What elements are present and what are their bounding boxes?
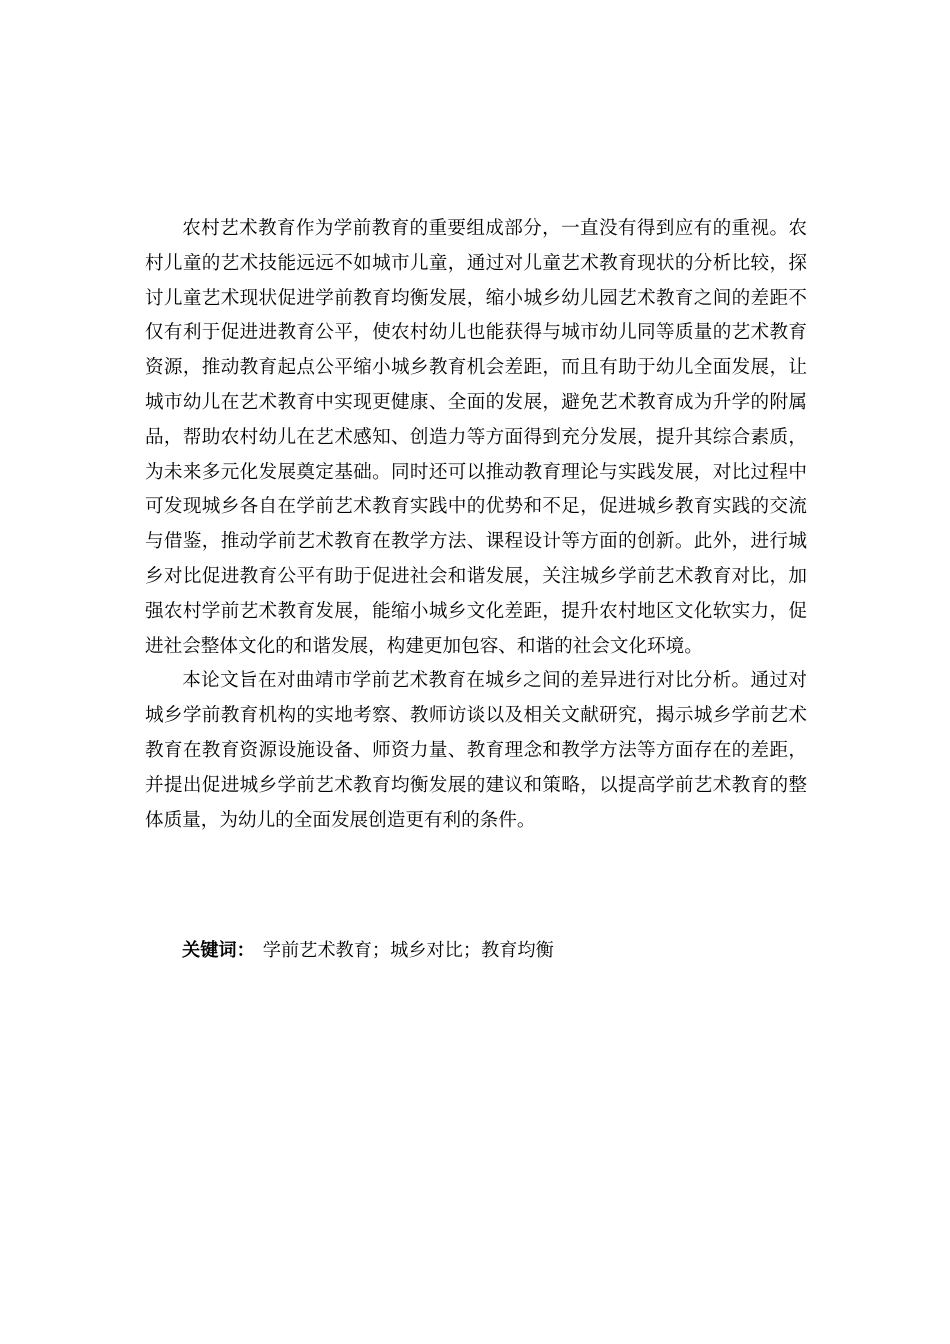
keywords-values: 学前艺术教育；城乡对比；教育均衡	[262, 940, 554, 961]
abstract-paragraph-1: 农村艺术教育作为学前教育的重要组成部分，一直没有得到应有的重视。农村儿童的艺术技能远远不如城市儿童，通过对儿童艺术教育现状的分析比较，探讨儿童艺术现状促进学前教育均衡发展，缩小城乡幼儿园艺术教育之间的差距不仅有利于促进进教育公平，使农村幼儿也能获得与城市幼儿同等质量的艺术教育资源，推动教育起点公平缩小城乡教育机会差距，而且有助于幼儿全面发展，让城市幼儿在艺术教育中实现更健康、全面的发展，避免艺术教育成为升学的附属品，帮助农村幼儿在艺术感知、创造力等方面得到充分发展，提升其综合素质，为未来多元化发展奠定基础。同时还可以推动教育理论与实践发展，对比过程中可发现城乡各自在学前艺术教育实践中的优势和不足，促进城乡教育实践的交流与借鉴，推动学前艺术教育在教学方法、课程设计等方面的创新。此外，进行城乡对比促进教育公平有助于促进社会和谐发展，关注城乡学前艺术教育对比，加强农村学前艺术教育发展，能缩小城乡文化差距，提升农村地区文化软实力，促进社会整体文化的和谐发展，构建更加包容、和谐的社会文化环境。	[145, 218, 807, 657]
abstract-body	[145, 212, 807, 838]
keywords-line	[182, 934, 782, 968]
abstract-paragraph-2: 本论文旨在对曲靖市学前艺术教育在城乡之间的差异进行对比分析。通过对城乡学前教育机构的实地考察、教师访谈以及相关文献研究，揭示城乡学前艺术教育在教育资源设施设备、师资力量、教育理念和教学方法等方面存在的差距，并提出促进城乡学前艺术教育均衡发展的建议和策略，以提高学前艺术教育的整体质量，为幼儿的全面发展创造更有利的条件。	[145, 670, 807, 831]
keywords-label: 关键词：	[182, 940, 255, 961]
